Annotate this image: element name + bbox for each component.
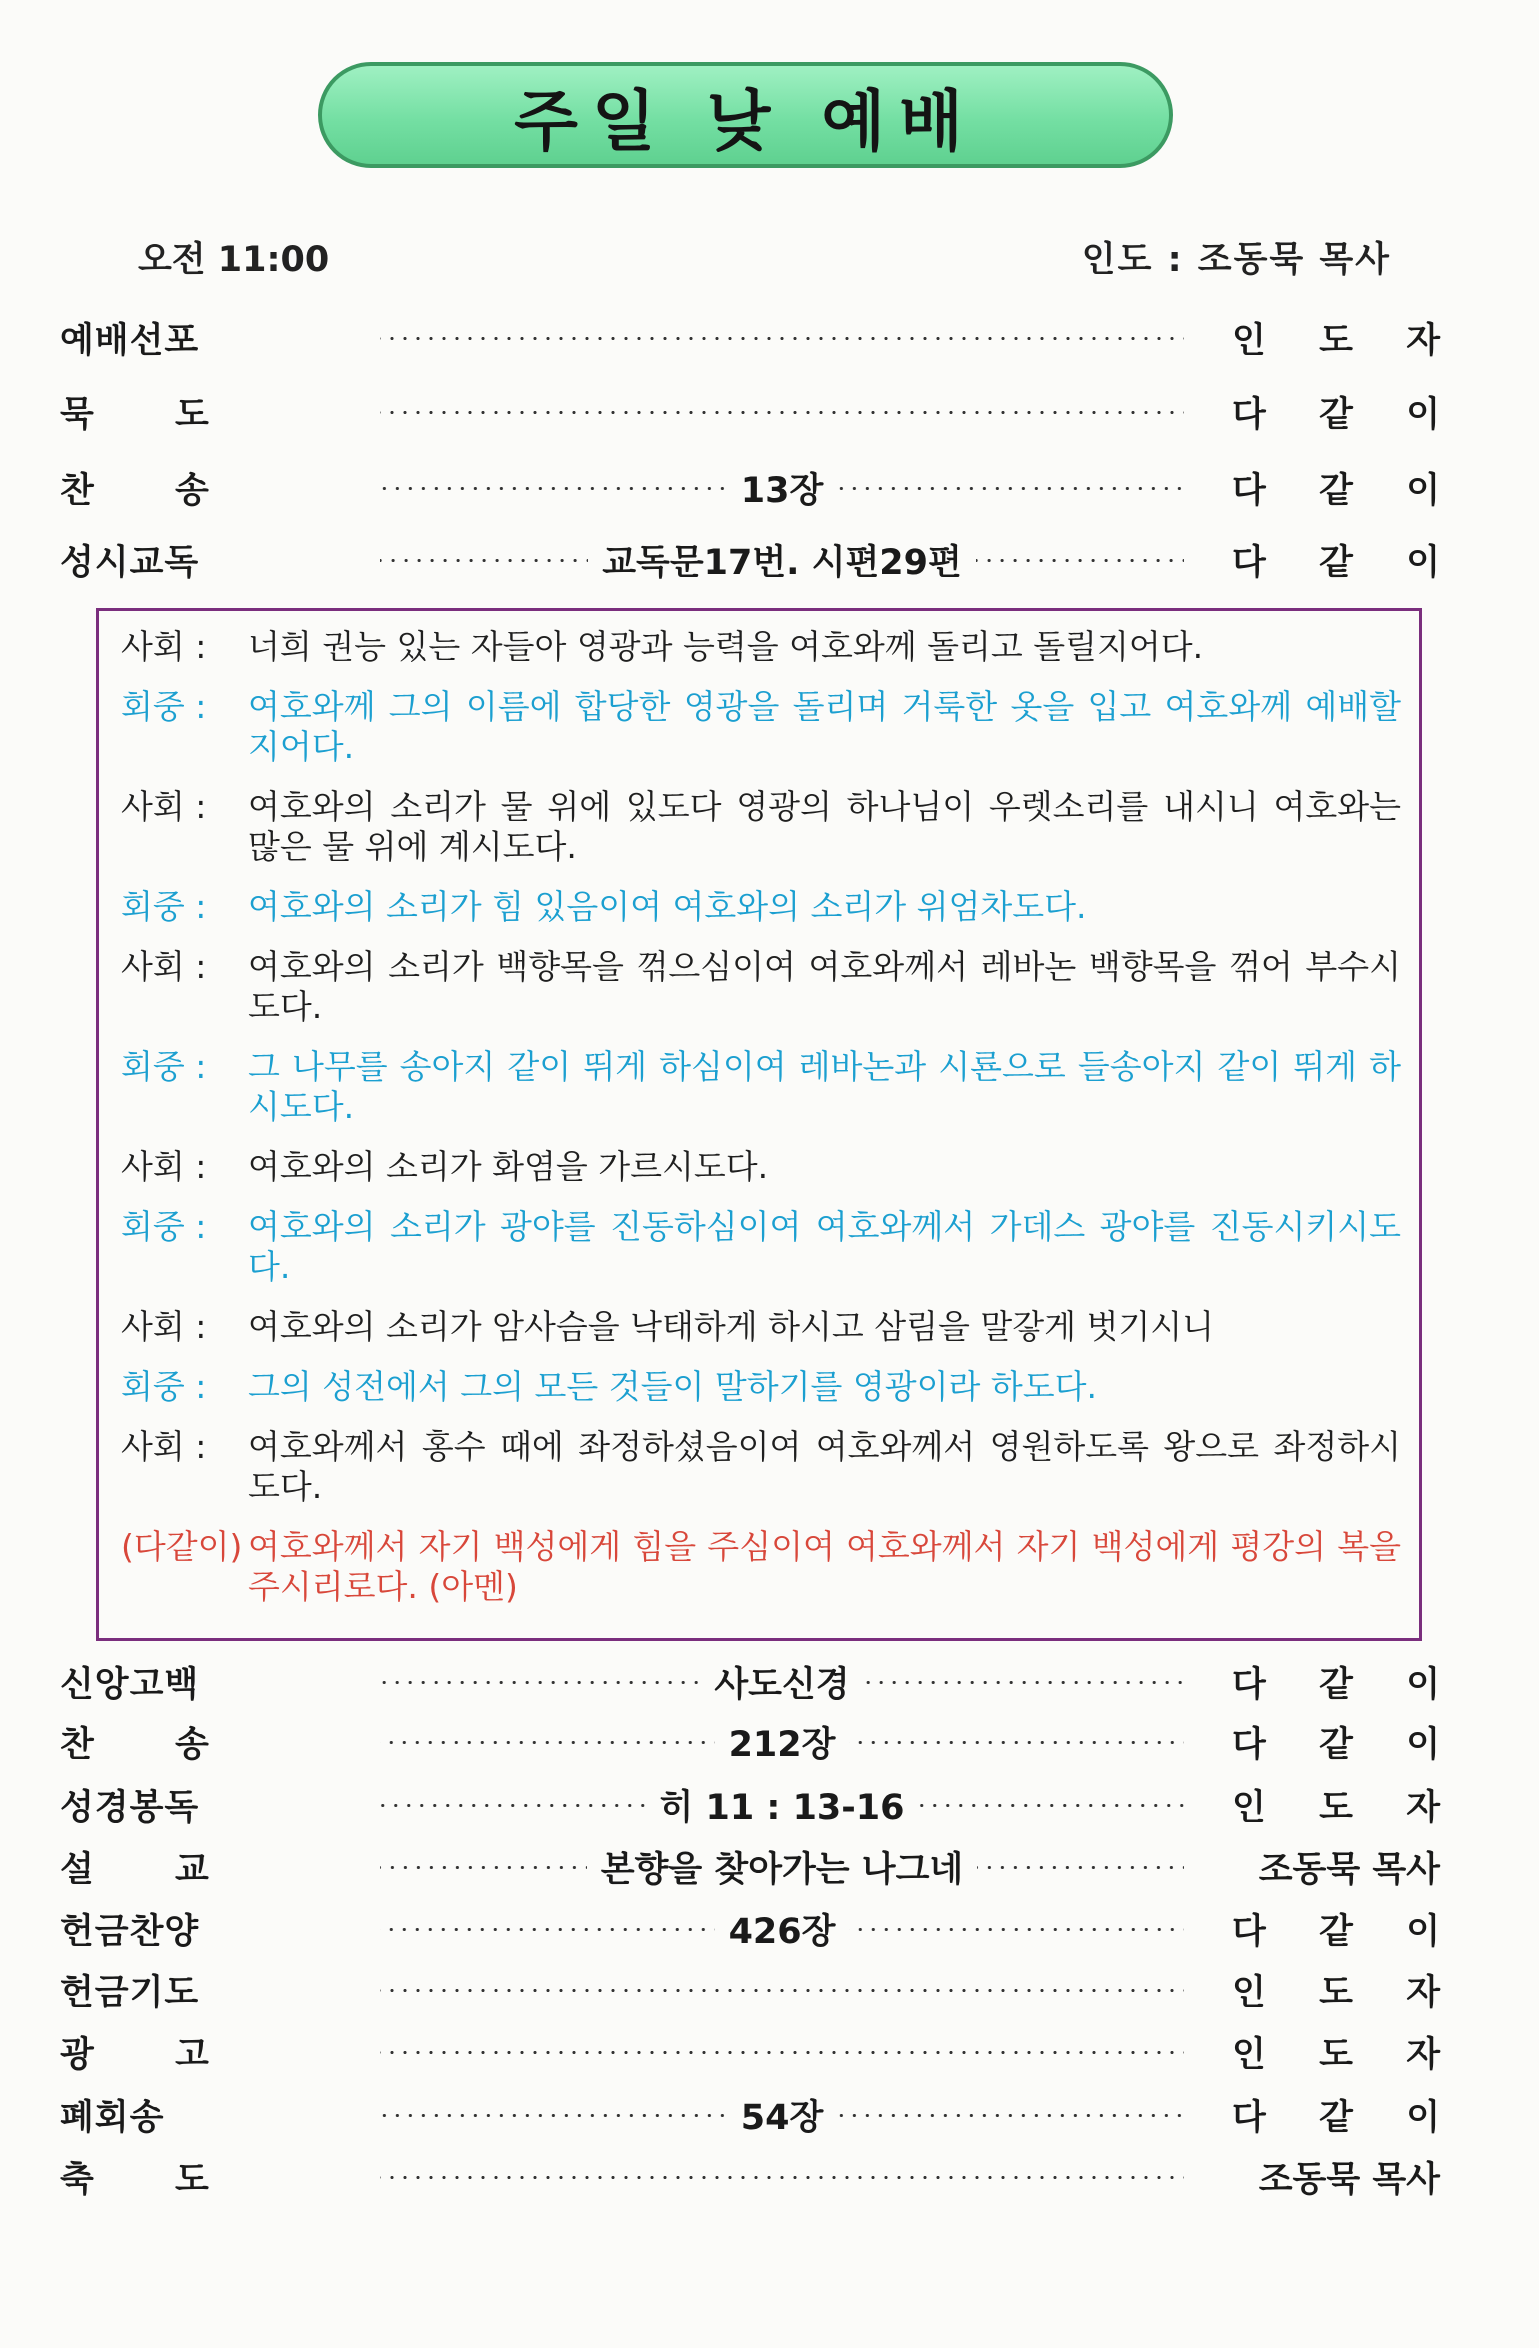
responsible-part: 인	[1232, 2035, 1266, 2075]
order-item-label	[60, 382, 372, 442]
responsible-part: 이	[1406, 471, 1440, 511]
label-part: 송	[175, 1725, 209, 1765]
dot-leader	[976, 559, 1184, 562]
leader-dots	[372, 1837, 1192, 1897]
order-row	[60, 382, 1440, 442]
order-item-label	[60, 530, 372, 590]
dot-leader	[380, 2114, 727, 2117]
reading-text: 여호와의 소리가 암사슴을 낙태하게 하시고 삼림을 말갛게 벗기시니	[248, 1307, 1215, 1346]
dot-leader	[849, 1928, 1184, 1931]
order-item-label	[60, 1652, 372, 1712]
order-item-responsible	[1232, 1899, 1440, 1959]
order-item-responsible	[1232, 1960, 1440, 2020]
responsible-part: 조동묵 목사	[1258, 1850, 1440, 1890]
reading-text: 여호와의 소리가 화염을 가르시도다.	[248, 1147, 769, 1186]
speaker-tag: 회중 :	[121, 1047, 207, 1086]
leader-dots	[372, 308, 1192, 368]
order-row	[60, 2085, 1440, 2145]
order-row	[60, 1712, 1440, 1772]
label-part: 예배선포	[60, 321, 200, 361]
label-part: 고	[175, 2035, 209, 2075]
label-part: 헌금찬양	[60, 1912, 200, 1952]
responsible-part: 다	[1232, 1725, 1266, 1765]
order-item-label	[60, 2022, 372, 2082]
order-item-responsible	[1232, 1712, 1440, 1772]
leader-dots	[372, 1712, 1192, 1772]
reading-text: 여호와의 소리가 힘 있음이여 여호와의 소리가 위엄차도다.	[248, 887, 1087, 926]
leader-dots	[372, 458, 1192, 518]
responsible-part: 도	[1319, 2035, 1353, 2075]
responsible-part: 이	[1406, 2098, 1440, 2138]
speaker-tag: 사회 :	[121, 947, 207, 986]
responsible-part: 다	[1232, 543, 1266, 583]
speaker-tag: 회중 :	[121, 1367, 207, 1406]
label-part: 설	[60, 1850, 94, 1890]
responsible-part: 다	[1232, 1665, 1266, 1705]
leader-dots	[372, 1899, 1192, 1959]
label-part: 축	[60, 2160, 94, 2200]
responsible-part: 자	[1406, 321, 1440, 361]
label-part: 찬	[60, 471, 94, 511]
service-leader: 인도 : 조동묵 목사	[1081, 240, 1391, 280]
order-row	[60, 1960, 1440, 2020]
order-item-responsible	[1232, 1837, 1440, 1897]
order-item-detail: 426장	[728, 1912, 836, 1952]
reading-line-leader	[121, 1307, 1401, 1347]
responsible-part: 도	[1319, 1973, 1353, 2013]
responsible-part: 이	[1406, 395, 1440, 435]
responsible-part: 다	[1232, 471, 1266, 511]
order-item-label	[60, 1960, 372, 2020]
reading-line-congregation	[121, 1047, 1401, 1127]
responsible-part: 이	[1406, 1725, 1440, 1765]
dot-leader	[380, 2051, 1184, 2054]
responsible-part: 같	[1319, 1665, 1353, 1705]
responsible-part: 같	[1319, 2098, 1353, 2138]
responsible-part: 자	[1406, 1973, 1440, 2013]
responsible-part: 이	[1406, 1665, 1440, 1705]
reading-text: 여호와께 그의 이름에 합당한 영광을 돌리며 거룩한 옷을 입고 여호와께 예배할지어다.	[248, 687, 1401, 766]
leader-dots	[372, 1775, 1192, 1835]
dot-leader	[977, 1866, 1184, 1869]
dot-leader	[380, 559, 588, 562]
order-row	[60, 1775, 1440, 1835]
responsible-part: 다	[1232, 1912, 1266, 1952]
order-row	[60, 458, 1440, 518]
order-item-detail: 사도신경	[714, 1665, 850, 1705]
responsible-part: 다	[1232, 2098, 1266, 2138]
label-part: 광	[60, 2035, 94, 2075]
order-item-detail: 본향을 찾아가는 나그네	[600, 1850, 964, 1890]
order-item-responsible	[1232, 308, 1440, 368]
order-item-label	[60, 458, 372, 518]
label-part: 헌금기도	[60, 1973, 200, 2013]
reading-line-leader	[121, 1427, 1401, 1507]
responsible-part: 인	[1232, 321, 1266, 361]
dot-leader	[837, 487, 1184, 490]
order-item-responsible	[1232, 2147, 1440, 2207]
order-item-label	[60, 2085, 372, 2145]
responsible-part: 다	[1232, 395, 1266, 435]
speaker-tag: 회중 :	[121, 887, 207, 926]
service-time: 오전 11:00	[138, 240, 330, 280]
label-part: 송	[175, 471, 209, 511]
label-part: 도	[175, 2160, 209, 2200]
order-row	[60, 308, 1440, 368]
order-item-label	[60, 1837, 372, 1897]
reading-text: 여호와의 소리가 백향목을 꺾으심이여 여호와께서 레바논 백향목을 꺾어 부수시도다.	[248, 947, 1401, 1026]
order-item-label	[60, 1712, 372, 1772]
responsible-part: 인	[1232, 1973, 1266, 2013]
order-item-detail: 54장	[740, 2098, 824, 2138]
speaker-tag: 사회 :	[121, 1147, 207, 1186]
speaker-tag: 사회 :	[121, 1307, 207, 1346]
reading-text: 그의 성전에서 그의 모든 것들이 말하기를 영광이라 하도다.	[248, 1367, 1097, 1406]
responsible-part: 도	[1319, 321, 1353, 361]
reading-line-leader	[121, 1147, 1401, 1187]
dot-leader	[380, 1866, 587, 1869]
label-part: 찬	[60, 1725, 94, 1765]
reading-line-congregation	[121, 887, 1401, 927]
responsible-part: 인	[1232, 1788, 1266, 1828]
leader-dots	[372, 2022, 1192, 2082]
dot-leader	[380, 337, 1184, 340]
dot-leader	[837, 2114, 1184, 2117]
label-part: 도	[175, 395, 209, 435]
reading-text: 여호와께서 홍수 때에 좌정하셨음이여 여호와께서 영원하도록 왕으로 좌정하시도다.	[248, 1427, 1401, 1506]
reading-text: 여호와께서 자기 백성에게 힘을 주심이여 여호와께서 자기 백성에게 평강의 복을 주시리로다. (아멘)	[248, 1527, 1401, 1606]
responsible-part: 자	[1406, 2035, 1440, 2075]
order-item-detail: 히 11 : 13-16	[659, 1788, 905, 1828]
dot-leader	[380, 1989, 1184, 1992]
order-item-responsible	[1232, 2085, 1440, 2145]
responsible-part: 자	[1406, 1788, 1440, 1828]
order-row	[60, 1837, 1440, 1897]
speaker-tag: 사회 :	[121, 787, 207, 826]
reading-line-congregation	[121, 1367, 1401, 1407]
order-item-responsible	[1232, 382, 1440, 442]
dot-leader	[380, 1928, 715, 1931]
dot-leader	[380, 411, 1184, 414]
dot-leader	[380, 2176, 1184, 2179]
leader-dots	[372, 530, 1192, 590]
order-item-label	[60, 308, 372, 368]
reading-text: 여호와의 소리가 광야를 진동하심이여 여호와께서 가데스 광야를 진동시키시도다.	[248, 1207, 1401, 1286]
reading-line-congregation	[121, 687, 1401, 767]
order-row	[60, 2022, 1440, 2082]
reading-line-all	[121, 1527, 1401, 1607]
reading-text: 너희 권능 있는 자들아 영광과 능력을 여호와께 돌리고 돌릴지어다.	[248, 627, 1204, 666]
page-title: 주일 낮 예배	[514, 82, 977, 160]
dot-leader	[380, 1741, 715, 1744]
leader-dots	[372, 1652, 1192, 1712]
dot-leader	[380, 1681, 700, 1684]
responsible-part: 이	[1406, 1912, 1440, 1952]
reading-line-leader	[121, 627, 1401, 667]
leader-dots	[372, 2147, 1192, 2207]
label-part: 성경봉독	[60, 1788, 200, 1828]
label-part: 묵	[60, 395, 94, 435]
speaker-tag: 회중 :	[121, 1207, 207, 1246]
order-item-detail: 212장	[728, 1725, 836, 1765]
dot-leader	[919, 1804, 1185, 1807]
label-part: 교	[175, 1850, 209, 1890]
dot-leader	[380, 1804, 646, 1807]
responsible-part: 조동묵 목사	[1258, 2160, 1440, 2200]
order-item-responsible	[1232, 530, 1440, 590]
responsible-part: 이	[1406, 543, 1440, 583]
reading-text: 그 나무를 송아지 같이 뛰게 하심이여 레바논과 시룐으로 들송아지 같이 뛰게 하시도다.	[248, 1047, 1401, 1126]
leader-dots	[372, 2085, 1192, 2145]
responsible-part: 같	[1319, 471, 1353, 511]
label-part: 성시교독	[60, 543, 200, 583]
responsible-part: 같	[1319, 1725, 1353, 1765]
dot-leader	[849, 1741, 1184, 1744]
order-item-label	[60, 1775, 372, 1835]
responsible-part: 같	[1319, 543, 1353, 583]
reading-line-leader	[121, 787, 1401, 867]
title-banner	[318, 62, 1173, 168]
responsible-part: 도	[1319, 1788, 1353, 1828]
order-item-label	[60, 1899, 372, 1959]
order-row	[60, 530, 1440, 590]
label-part: 폐회송	[60, 2098, 165, 2138]
leader-dots	[372, 382, 1192, 442]
responsive-reading-box	[96, 608, 1422, 1641]
reading-text: 여호와의 소리가 물 위에 있도다 영광의 하나님이 우렛소리를 내시니 여호와는 많은 물 위에 계시도다.	[248, 787, 1401, 866]
speaker-tag: 회중 :	[121, 687, 207, 726]
reading-line-leader	[121, 947, 1401, 1027]
reading-line-congregation	[121, 1207, 1401, 1287]
order-item-label	[60, 2147, 372, 2207]
responsible-part: 같	[1319, 395, 1353, 435]
order-item-detail: 교독문17번. 시편29편	[602, 543, 962, 583]
order-row	[60, 1652, 1440, 1712]
order-item-responsible	[1232, 1775, 1440, 1835]
order-item-responsible	[1232, 1652, 1440, 1712]
leader-dots	[372, 1960, 1192, 2020]
order-item-detail: 13장	[740, 471, 824, 511]
dot-leader	[380, 487, 727, 490]
speaker-tag: (다같이)	[121, 1527, 243, 1566]
label-part: 신앙고백	[60, 1665, 200, 1705]
speaker-tag: 사회 :	[121, 1427, 207, 1466]
dot-leader	[864, 1681, 1184, 1684]
order-row	[60, 2147, 1440, 2207]
order-item-responsible	[1232, 458, 1440, 518]
order-row	[60, 1899, 1440, 1959]
order-item-responsible	[1232, 2022, 1440, 2082]
responsible-part: 같	[1319, 1912, 1353, 1952]
speaker-tag: 사회 :	[121, 627, 207, 666]
